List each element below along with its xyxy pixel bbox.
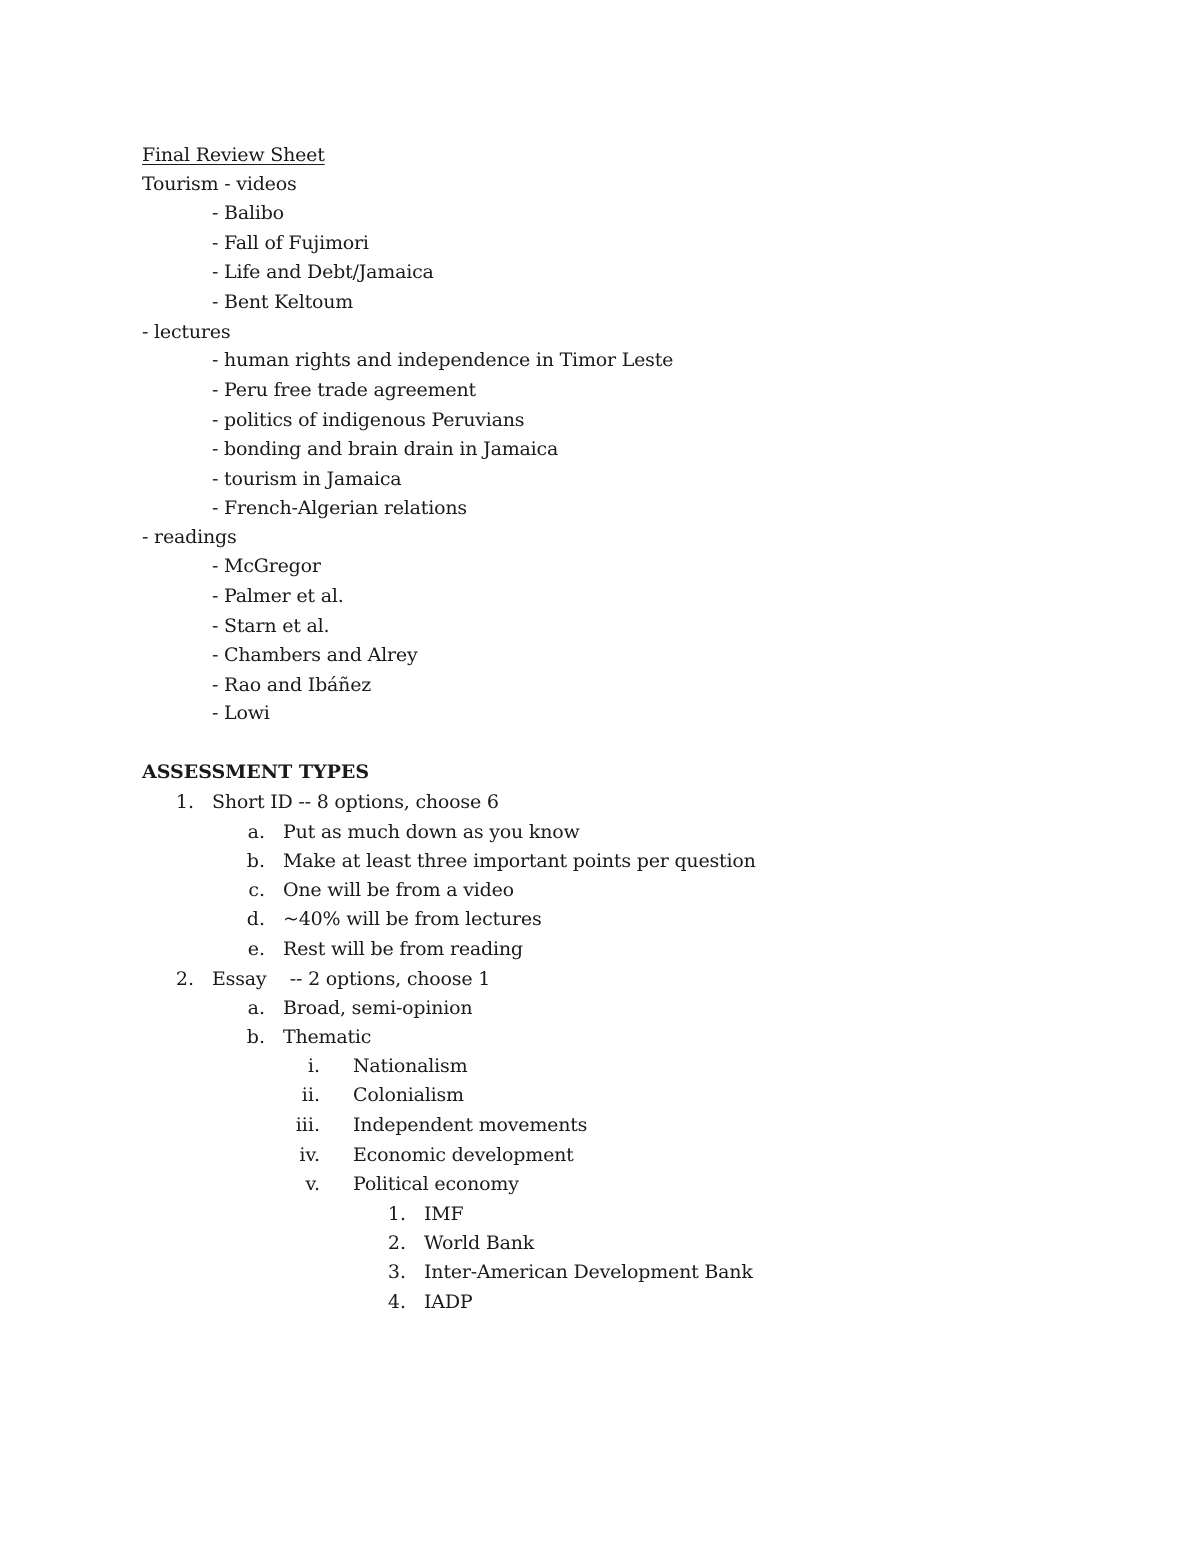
list-marker: b.: [246, 850, 265, 872]
lecture-item: - politics of indigenous Peruvians: [212, 409, 525, 431]
video-item: - Bent Keltoum: [212, 291, 354, 313]
assessment-subitem: ~40% will be from lectures: [283, 908, 542, 930]
institution-item: World Bank: [424, 1232, 535, 1254]
list-marker: a.: [247, 821, 265, 843]
lecture-item: - tourism in Jamaica: [212, 468, 402, 490]
lecture-item: - French-Algerian relations: [212, 497, 467, 519]
list-marker: 1.: [387, 1203, 406, 1225]
reading-item: - McGregor: [212, 555, 321, 577]
lecture-item: - Peru free trade agreement: [212, 379, 476, 401]
assessment-subitem: Put as much down as you know: [283, 821, 580, 843]
video-item: - Balibo: [212, 202, 284, 224]
list-marker: 4.: [387, 1291, 406, 1313]
list-marker: b.: [246, 1026, 265, 1048]
institution-item: Inter-American Development Bank: [424, 1261, 753, 1283]
assessment-heading: ASSESSMENT TYPES: [142, 761, 370, 783]
list-marker: v.: [305, 1173, 320, 1195]
reading-item: - Chambers and Alrey: [212, 644, 418, 666]
assessment-item: Short ID -- 8 options, choose 6: [212, 791, 499, 813]
theme-item: Nationalism: [353, 1055, 468, 1077]
section-tourism: Tourism - videos: [142, 173, 297, 195]
video-item: - Life and Debt/Jamaica: [212, 261, 434, 283]
list-marker: iv.: [299, 1144, 320, 1166]
list-marker: a.: [247, 997, 265, 1019]
assessment-subitem: Rest will be from reading: [283, 938, 523, 960]
section-readings: - readings: [142, 526, 237, 548]
video-item: - Fall of Fujimori: [212, 232, 369, 254]
assessment-subitem: Broad, semi-opinion: [283, 997, 473, 1019]
list-marker: 1.: [175, 791, 194, 813]
institution-item: IADP: [424, 1291, 473, 1313]
assessment-subitem: One will be from a video: [283, 879, 514, 901]
list-marker: c.: [248, 879, 265, 901]
list-marker: ii.: [301, 1084, 320, 1106]
reading-item: - Lowi: [212, 702, 270, 724]
assessment-subitem: Thematic: [283, 1026, 372, 1048]
institution-item: IMF: [424, 1203, 464, 1225]
list-marker: 2.: [175, 968, 194, 990]
lecture-item: - bonding and brain drain in Jamaica: [212, 438, 559, 460]
theme-item: Independent movements: [353, 1114, 588, 1136]
assessment-item: Essay -- 2 options, choose 1: [212, 968, 491, 990]
section-lectures: - lectures: [142, 321, 231, 343]
reading-item: - Rao and Ibáñez: [212, 674, 372, 696]
list-marker: 2.: [387, 1232, 406, 1254]
list-marker: iii.: [295, 1114, 320, 1136]
theme-item: Political economy: [353, 1173, 519, 1195]
lecture-item: - human rights and independence in Timor Leste: [212, 349, 674, 371]
theme-item: Colonialism: [353, 1084, 464, 1106]
reading-item: - Palmer et al.: [212, 585, 344, 607]
list-marker: 3.: [387, 1261, 406, 1283]
document-title: Final Review Sheet: [142, 144, 325, 166]
theme-item: Economic development: [353, 1144, 574, 1166]
reading-item: - Starn et al.: [212, 615, 330, 637]
list-marker: d.: [246, 908, 265, 930]
assessment-subitem: Make at least three important points per question: [283, 850, 756, 872]
list-marker: e.: [247, 938, 265, 960]
list-marker: i.: [307, 1055, 320, 1077]
